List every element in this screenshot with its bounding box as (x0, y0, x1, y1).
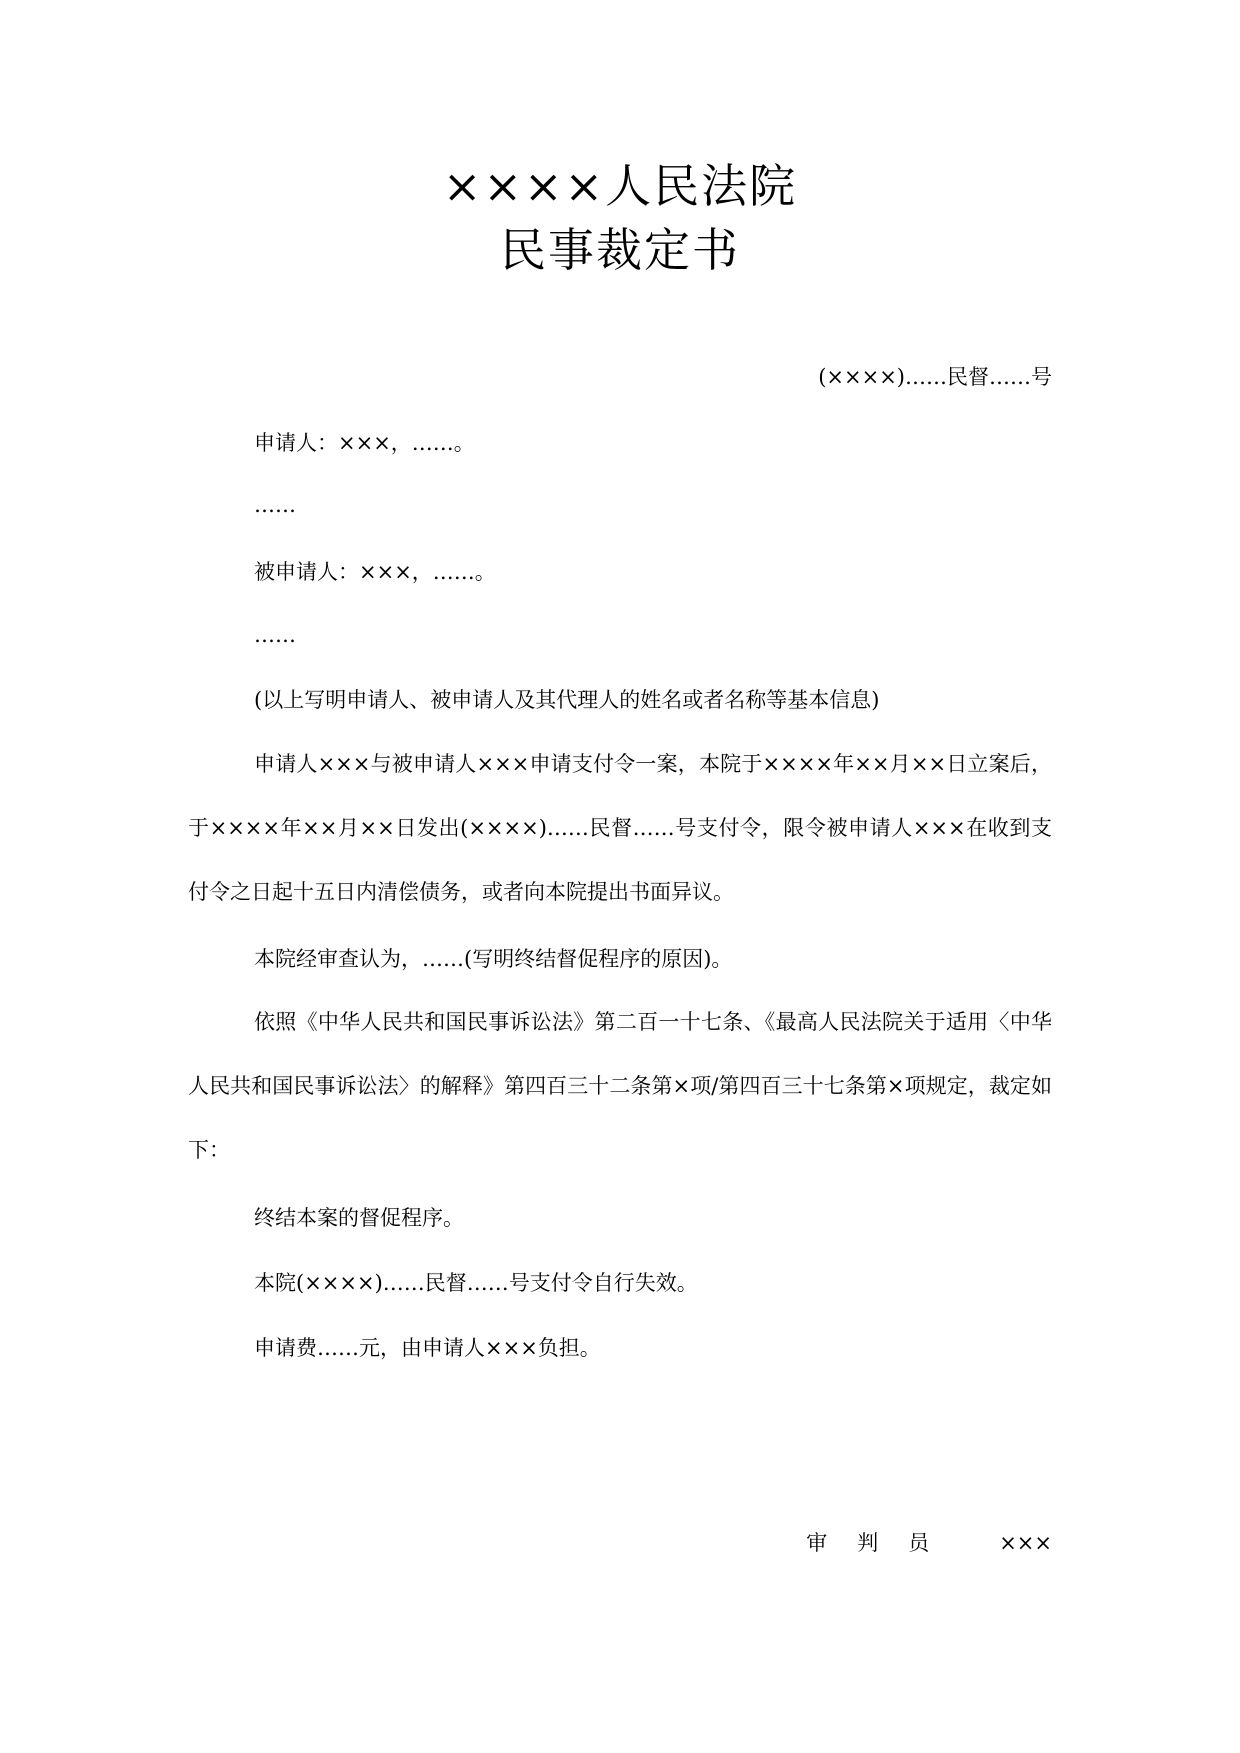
court-name: ××××人民法院 (442, 159, 798, 213)
signature-block (806, 1528, 1052, 1558)
judge-name: ××× (999, 1531, 1052, 1555)
ruling-item-1: 终结本案的督促程序。 (254, 1206, 464, 1230)
case-number: (××××)……民督……号 (818, 365, 1052, 389)
judge-role: 审判员 (806, 1531, 960, 1555)
respondent-line: 被申请人：×××，……。 (254, 560, 496, 584)
parties-note: (以上写明申请人、被申请人及其代理人的姓名或者名称等基本信息) (254, 688, 880, 712)
applicant-line: 申请人：×××，……。 (254, 431, 475, 455)
respondent-more: …… (254, 623, 296, 647)
finding-paragraph: 本院经审查认为，……(写明终结督促程序的原因)。 (254, 947, 733, 971)
document-title: 民事裁定书 (500, 223, 740, 277)
ruling-item-3: 申请费……元，由申请人×××负担。 (254, 1336, 601, 1360)
facts-paragraph: 申请人×××与被申请人×××申请支付令一案，本院于××××年××月××日立案后，于××××年××月××日发出(××××)……民督……号支付令，限令被申请人×××在收到支付令之日起十五日内清偿债务，或者向本院提出书面异议。 (188, 752, 1052, 904)
applicant-more: …… (254, 493, 296, 517)
legal-basis-paragraph: 依照《中华人民共和国民事诉讼法》第二百一十七条、《最高人民法院关于适用〈中华人民共和国民事诉讼法〉的解释》第四百三十二条第×项/第四百三十七条第×项规定，裁定如下： (188, 1010, 1052, 1162)
ruling-item-2: 本院(××××)……民督……号支付令自行失效。 (254, 1271, 698, 1295)
